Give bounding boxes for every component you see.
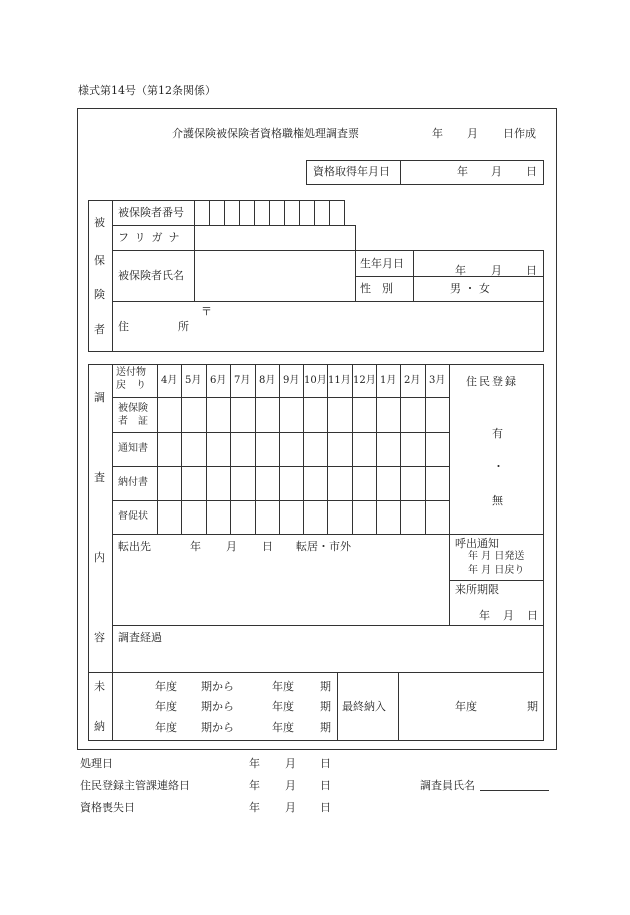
processing-year: 年 [249, 757, 260, 770]
month-header: 10月 [304, 375, 327, 386]
summons-sent: 年 月 日発送 [468, 551, 525, 562]
unpaid-fy-to: 年度 [272, 721, 294, 734]
loss-date-label: 資格喪失日 [80, 801, 135, 814]
deadline-label: 来所期限 [455, 583, 499, 596]
month-header: 9月 [283, 375, 300, 386]
row-label-notice: 通知書 [118, 443, 148, 454]
move-year: 年 [190, 540, 201, 553]
row-label-insured-card-1: 被保険 [118, 403, 148, 414]
loss-month: 月 [285, 801, 296, 814]
survey-side-label-4: 容 [94, 631, 105, 644]
registration-no: 無 [492, 494, 503, 507]
birth-label: 生年月日 [360, 257, 404, 270]
registration-yes: 有 [492, 427, 503, 440]
registration-dot: ・ [493, 460, 504, 473]
insured-side-label-3: 険 [94, 288, 105, 301]
contact-day: 日 [320, 779, 331, 792]
unpaid-period-to: 期 [320, 700, 331, 713]
unpaid-period-from: 期から [201, 700, 234, 713]
month-header: 6月 [210, 375, 227, 386]
furigana-label: フリガナ [118, 231, 186, 244]
contact-month: 月 [285, 779, 296, 792]
summons-label: 呼出通知 [455, 537, 499, 550]
month-header: 2月 [404, 375, 421, 386]
month-header: 1月 [380, 375, 397, 386]
outer-bottom-line [77, 749, 557, 750]
month-header: 4月 [161, 375, 178, 386]
deadline-month: 月 [503, 609, 514, 622]
birth-month: 月 [491, 264, 502, 277]
unpaid-side-label-2: 納 [94, 720, 105, 733]
row-label-reminder: 督促状 [118, 511, 148, 522]
month-header: 3月 [429, 375, 446, 386]
outer-left-line [77, 108, 78, 749]
unpaid-period-to: 期 [320, 721, 331, 734]
processing-day: 日 [320, 757, 331, 770]
birth-year: 年 [455, 264, 466, 277]
unpaid-period-from: 期から [201, 721, 234, 734]
last-paid-fy: 年度 [455, 700, 477, 713]
deadline-day: 日 [527, 609, 538, 622]
move-day: 日 [262, 540, 273, 553]
returned-header-2: 戻 り [116, 380, 146, 391]
unpaid-fy-to: 年度 [272, 700, 294, 713]
progress-label: 調査経過 [118, 631, 162, 644]
unpaid-side-label-1: 未 [94, 680, 105, 693]
outer-top-line [77, 108, 557, 109]
last-paid-label: 最終納入 [342, 700, 386, 713]
acquisition-day: 日 [526, 165, 537, 178]
deadline-year: 年 [479, 609, 490, 622]
unpaid-period-from: 期から [201, 680, 234, 693]
investigator-label: 調査員氏名 [420, 779, 475, 792]
survey-side-label-3: 内 [94, 551, 105, 564]
form-number: 様式第14号（第12条関係） [78, 84, 216, 97]
address-label-2: 所 [178, 320, 189, 333]
insured-side-label-4: 者 [94, 323, 105, 336]
survey-side-label-1: 調 [94, 391, 105, 404]
move-label: 転出先 [118, 540, 151, 553]
unpaid-fy-to: 年度 [272, 680, 294, 693]
row-label-payment-slip: 納付書 [118, 477, 148, 488]
month-header: 5月 [185, 375, 202, 386]
contact-date-label: 住民登録主管課連絡日 [80, 779, 190, 792]
loss-day: 日 [320, 801, 331, 814]
insured-side-label-2: 保 [94, 254, 105, 267]
registration-label: 住民登録 [466, 375, 518, 388]
unpaid-fy-from: 年度 [155, 721, 177, 734]
form-title: 介護保険被保険者資格職権処理調査票 [172, 127, 359, 140]
created-month: 月 [467, 127, 478, 140]
insured-name-label: 被保険者氏名 [118, 269, 184, 282]
sex-value: 男 ・ 女 [450, 282, 490, 295]
row-label-insured-card-2: 者 証 [118, 416, 148, 427]
postal-mark: 〒 [201, 305, 212, 318]
move-month: 月 [226, 540, 237, 553]
unpaid-period-to: 期 [320, 680, 331, 693]
created-day: 日作成 [503, 127, 536, 140]
unpaid-fy-from: 年度 [155, 700, 177, 713]
created-year: 年 [432, 127, 443, 140]
address-label-1: 住 [118, 320, 129, 333]
insured-side-label-1: 被 [94, 216, 105, 229]
outer-right-line [556, 108, 557, 749]
last-paid-term: 期 [527, 700, 538, 713]
processing-date-label: 処理日 [80, 757, 113, 770]
returned-header-1: 送付物 [116, 367, 146, 378]
sex-label: 性 別 [360, 282, 393, 295]
processing-month: 月 [285, 757, 296, 770]
month-header: 11月 [328, 375, 351, 386]
birth-day: 日 [526, 264, 537, 277]
investigator-name-underline [480, 790, 549, 791]
loss-year: 年 [249, 801, 260, 814]
insured-number-label: 被保険者番号 [118, 206, 184, 219]
acquisition-label: 資格取得年月日 [313, 165, 390, 178]
move-type: 転居・市外 [296, 540, 351, 553]
summons-returned: 年 月 日戻り [468, 565, 525, 576]
acquisition-month: 月 [491, 165, 502, 178]
survey-side-label-2: 査 [94, 471, 105, 484]
acquisition-year: 年 [457, 165, 468, 178]
unpaid-fy-from: 年度 [155, 680, 177, 693]
month-header: 7月 [234, 375, 251, 386]
contact-year: 年 [249, 779, 260, 792]
month-header: 12月 [353, 375, 376, 386]
month-header: 8月 [259, 375, 276, 386]
